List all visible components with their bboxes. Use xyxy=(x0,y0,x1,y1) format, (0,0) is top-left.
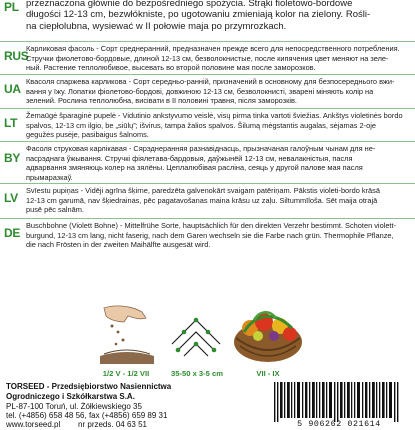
lang-text-by xyxy=(26,144,411,182)
rus-line-3: ный. Растение теплолюбивое, высевать во второй половине мая после заморозков. xyxy=(26,63,316,73)
lang-block-lv xyxy=(0,185,415,216)
lv-line-2: 12-13 cm garumā, nav šķiedrainas, pēc pagatavošanas maina krāsu uz zaļu. Siltummīloša. Sēt maija otrajā xyxy=(26,195,378,205)
lt-line-2: spalvos, 12-13 cm ilgio, be „siūlų”; išvirus, tampa žalios spalvos. Šilumą mėgstantis augalas, sėjamas 2-oje xyxy=(26,120,376,130)
pl-line-1: przeznaczona głównie do bezpośredniego spożycia. Strąki fioletowo-bordowe xyxy=(26,0,353,9)
separator xyxy=(0,218,415,219)
lang-code-ua: UA xyxy=(4,82,21,96)
company-web: www.torseed.pl nr przeds. 04 63 51 xyxy=(6,420,147,429)
by-line-4: прымаразкаў. xyxy=(26,172,73,182)
spacing-label: 35-50 x 3-5 cm xyxy=(171,369,223,378)
lv-line-1: Svīestu pupiņas - Vidēji agrīna šķirne, paredzēta galvenokārt svaigam patēriņam. Pākstis violeti-bordo krāsā xyxy=(26,186,380,195)
lang-text-lt xyxy=(26,111,411,140)
lang-code-lv: LV xyxy=(4,191,18,205)
sowing-hand-icon xyxy=(98,302,156,364)
footer xyxy=(0,382,415,430)
lt-line-3: gegužės pusėje, pasibaigus šalnoms. xyxy=(26,130,149,140)
ua-line-2: вання у їжу. Лопатки фіолетово-бордові, довжиною 12-13 см, безволокнисті, зварені міняють колір на xyxy=(26,86,374,96)
cultivation-icons xyxy=(0,300,415,380)
rus-line-2: Стручки фиолетово-бордовые, длиной 12-13 см, безволокнистые, после кипячения цвет меняют на зеле- xyxy=(26,53,389,63)
company-phone: tel. (+4856) 658 48 56, fax (+4856) 659 89 31 xyxy=(6,411,168,420)
lang-code-lt: LT xyxy=(4,116,18,130)
company-name: TORSEED - Przedsiębiorstwo Nasiennictwa xyxy=(6,382,172,391)
by-line-2: пасрэднага ўжывання. Стручкі фіялетава-бардовыя, даўжынёй 12-13 см, невалакністыя, пасля xyxy=(26,153,353,163)
lang-text-rus xyxy=(26,44,411,73)
de-line-1: Buschbohne (Violett Bohne) - Mittelfrühe Sorte, hauptsächlich für den direkten Verzehr bestimmt. Schoten violett- xyxy=(26,221,397,230)
ua-line-1: Квасоля спаржева карликова - Сорт середньо-ранній, призначений в основному для безпосереднього вжи- xyxy=(26,77,395,86)
lang-code-de: DE xyxy=(4,226,21,240)
lang-block-de xyxy=(0,220,415,252)
separator xyxy=(0,141,415,142)
lang-code-rus: RUS xyxy=(4,49,29,63)
lang-text-lv xyxy=(26,186,411,215)
lang-block-by xyxy=(0,143,415,183)
ua-line-3: зелений. Рослина теплолюбна, висівати в II половині травня, після заморозків. xyxy=(26,96,297,106)
sowing-period-label: 1/2 V - 1/2 VII xyxy=(102,369,150,378)
lang-block-pl xyxy=(0,0,415,44)
separator xyxy=(0,183,415,184)
lv-line-3: pusē pēc salnām. xyxy=(26,205,84,215)
lang-code-by: BY xyxy=(4,151,21,165)
lang-text-ua xyxy=(26,77,411,106)
by-line-3: адварвання змяняюць колер на зялёны. Цеплалюбівая расліна, сеяць у другой палове мая пасля xyxy=(26,163,363,173)
lang-code-pl: PL xyxy=(4,0,19,14)
separator xyxy=(0,41,415,42)
spacing-grid-icon xyxy=(168,314,224,360)
lang-block-rus xyxy=(0,43,415,74)
by-line-1: Фасоля струковая карлікавая - Сярэднеранняя разнавіднасць, прызначаная галоўным чынам для не- xyxy=(26,144,376,153)
separator xyxy=(0,74,415,75)
harvest-basket-icon xyxy=(230,302,306,366)
pl-line-2: długości 12-13 cm, bezwłókniste, po ugotowaniu zmieniają kolor na zielony. Rośli- xyxy=(26,9,371,21)
lang-block-lt xyxy=(0,110,415,141)
pl-line-3: na ciepłolubna, wysiewać w II połowie maja po przymrozkach. xyxy=(26,20,287,32)
lang-text-pl xyxy=(26,0,411,32)
lt-line-1: Žemaūgė šparaginė pupelė - Vidutinio ankstyvumo veislė, visų pirma tinka vartoti šviežias. Ankštys violetinės bordo xyxy=(26,111,403,120)
de-line-3: die nach Frösten in der zweiten Maihälfte ausgesät wird. xyxy=(26,240,211,250)
de-line-2: burgund, 12-13 cm lang, nicht faserig, nach dem Garen wechseln sie die Farbe nach grün. Thermophile Pflanze, xyxy=(26,230,394,240)
harvest-period-label: VII - IX xyxy=(256,369,280,378)
company-name-2: Ogrodniczego i Szkółkarstwa S.A. xyxy=(6,392,135,401)
company-address: PL-87-100 Toruń, ul. Żółkiewskiego 35 xyxy=(6,402,142,411)
rus-line-1: Карликовая фасоль - Сорт среднеранний, предназначен прежде всего для непосредственного потребления. xyxy=(26,44,400,53)
lang-block-ua xyxy=(0,76,415,107)
barcode-number: 5 906262 021614 xyxy=(297,420,381,429)
lang-text-de xyxy=(26,221,411,250)
separator xyxy=(0,108,415,109)
